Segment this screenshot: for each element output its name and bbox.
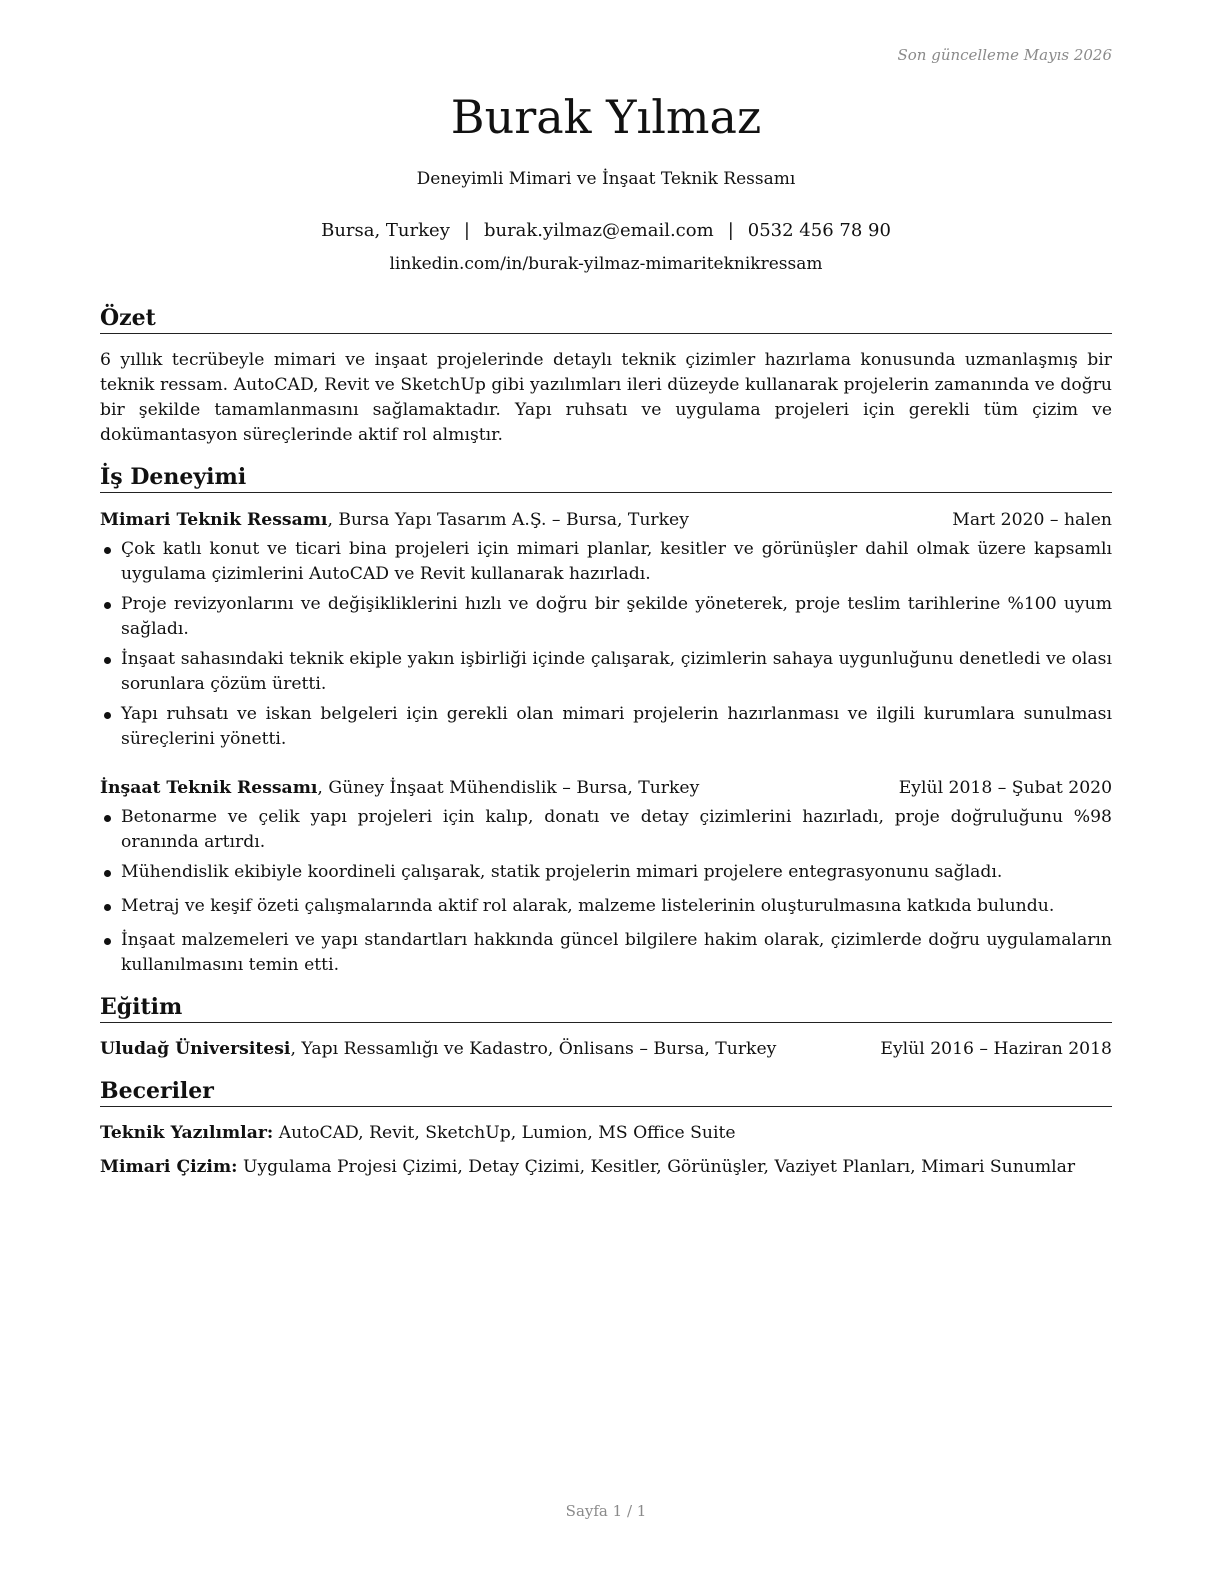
job-header bbox=[100, 776, 1112, 800]
job-company: , Bursa Yapı Tasarım A.Ş. – Bursa, Turkey bbox=[327, 510, 689, 530]
last-updated: Son güncelleme Mayıs 2026 bbox=[897, 46, 1112, 64]
job-company: , Güney İnşaat Mühendislik – Bursa, Turkey bbox=[317, 778, 700, 798]
list-item: Yapı ruhsatı ve iskan belgeleri için gerekli olan mimari projelerin hazırlanması ve ilgili kurumlara sunulması süreçlerini yönetti. bbox=[100, 702, 1112, 752]
job-title-line bbox=[100, 508, 689, 532]
job-role: İnşaat Teknik Ressamı bbox=[100, 778, 318, 798]
skill-value: Uygulama Projesi Çizimi, Detay Çizimi, Kesitler, Görünüşler, Vaziyet Planları, Mimari Sunumlar bbox=[237, 1157, 1076, 1177]
job-role: Mimari Teknik Ressamı bbox=[100, 510, 328, 530]
headline: Deneyimli Mimari ve İnşaat Teknik Ressamı bbox=[416, 169, 796, 189]
skill-line bbox=[100, 1155, 1112, 1179]
school-name: Uludağ Üniversitesi bbox=[100, 1039, 291, 1059]
email-link[interactable]: burak.yilmaz@email.com bbox=[483, 220, 714, 241]
education-program: , Yapı Ressamlığı ve Kadastro, Önlisans – Bursa, Turkey bbox=[290, 1039, 777, 1059]
section-title-skills: Beceriler bbox=[100, 1077, 1112, 1107]
education-line bbox=[100, 1037, 776, 1061]
job-dates: Eylül 2018 – Şubat 2020 bbox=[898, 778, 1112, 798]
resume-page bbox=[100, 0, 1112, 1584]
list-item: Metraj ve keşif özeti çalışmalarında aktif rol alarak, malzeme listelerinin oluşturulmasına katkıda bulundu. bbox=[100, 894, 1112, 919]
job-bullets bbox=[100, 537, 1112, 757]
candidate-name: Burak Yılmaz bbox=[450, 90, 762, 144]
section-title-summary: Özet bbox=[100, 304, 1112, 334]
separator: | bbox=[727, 220, 734, 241]
skill-label: Teknik Yazılımlar: bbox=[100, 1123, 274, 1143]
summary-text: 6 yıllık tecrübeyle mimari ve inşaat projelerinde detaylı teknik çizimler hazırlama konusunda uzmanlaşmış bir teknik ressam. AutoCAD, Revit ve SketchUp gibi yazılımları ileri düzeyde kullanarak projelerin zamanında ve doğru bir şekilde tamamlanmasını sağlamaktadır. Yapı ruhsatı ve uygulama projeleri için gerekli tüm çizim ve dokümantasyon süreçlerinde aktif rol almıştır. bbox=[100, 350, 1112, 445]
list-item: İnşaat malzemeleri ve yapı standartları hakkında güncel bilgilere hakim olarak, çizimlerde doğru uygulamaların kullanılmasını temin etti. bbox=[100, 928, 1112, 978]
phone: 0532 456 78 90 bbox=[747, 220, 891, 241]
job-header bbox=[100, 508, 1112, 532]
skill-value: AutoCAD, Revit, SketchUp, Lumion, MS Office Suite bbox=[273, 1123, 736, 1143]
list-item: Çok katlı konut ve ticari bina projeleri için mimari planlar, kesitler ve görünüşler dahil olmak üzere kapsamlı uygulama çizimlerini AutoCAD ve Revit kullanarak hazırladı. bbox=[100, 537, 1112, 587]
list-item: Betonarme ve çelik yapı projeleri için kalıp, donatı ve detay çizimlerini hazırladı, proje doğruluğunu %98 oranında artırdı. bbox=[100, 805, 1112, 855]
job-dates: Mart 2020 – halen bbox=[952, 510, 1112, 530]
skill-line bbox=[100, 1121, 1112, 1145]
education-dates: Eylül 2016 – Haziran 2018 bbox=[880, 1039, 1112, 1059]
list-item: Proje revizyonlarını ve değişikliklerini hızlı ve doğru bir şekilde yöneterek, proje teslim tarihlerine %100 uyum sağladı. bbox=[100, 592, 1112, 642]
skill-label: Mimari Çizim: bbox=[100, 1157, 238, 1177]
location: Bursa, Turkey bbox=[321, 220, 450, 241]
separator: | bbox=[463, 220, 470, 241]
list-item: İnşaat sahasındaki teknik ekiple yakın işbirliği içinde çalışarak, çizimlerin sahaya uygunluğunu denetledi ve olası sorunlara çözüm üretti. bbox=[100, 647, 1112, 697]
contact-line bbox=[100, 220, 1112, 241]
section-title-education: Eğitim bbox=[100, 993, 1112, 1023]
job-bullets bbox=[100, 805, 1112, 983]
list-item: Mühendislik ekibiyle koordineli çalışarak, statik projelerin mimari projelere entegrasyonunu sağladı. bbox=[100, 860, 1112, 885]
linkedin-link[interactable]: linkedin.com/in/burak-yilmaz-mimariteknikressam bbox=[389, 254, 823, 274]
education-entry bbox=[100, 1037, 1112, 1061]
section-title-experience: İş Deneyimi bbox=[100, 463, 1112, 493]
page-number: Sayfa 1 / 1 bbox=[565, 1502, 647, 1520]
job-title-line bbox=[100, 776, 699, 800]
